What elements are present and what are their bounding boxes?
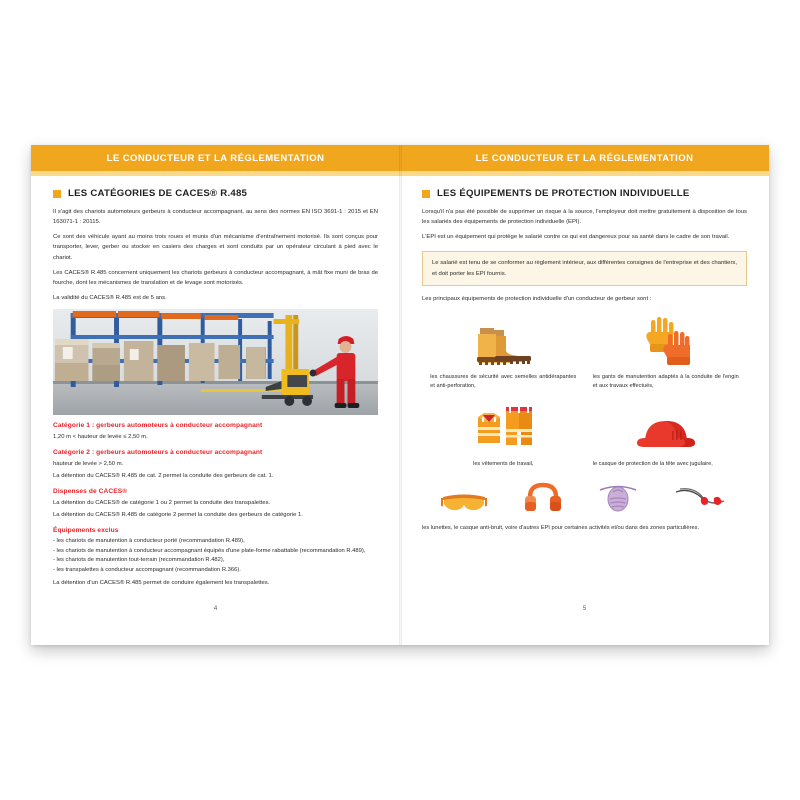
category-sections [53, 422, 378, 588]
page-number-left: 4 [213, 606, 218, 612]
paragraph-intro: Il s'agit des chariots automoteurs gerbeurs à conducteur accompagnant, au sens des normes EN ISO 3691-1 : 2015 et EN 163071-1 : 20115. [53, 209, 378, 226]
section-heading-label: LES ÉQUIPEMENTS DE PROTECTION INDIVIDUELLE [437, 188, 690, 199]
page-body-left [31, 176, 400, 628]
safety-glasses-icon [439, 490, 489, 517]
category-2-line-1: hauteur de levée > 2,50 m. [53, 461, 124, 468]
category-1-heading: Catégorie 1 : gerbeurs automoteurs à conducteur accompagnant [53, 422, 263, 430]
paragraph-scope: Les CACES® R.485 concernent uniquement les chariots gerbeurs à conducteur accompagnant, à mât fixe muni de bras de fourche, dont les mécanismes de translation et de levage sont motorisés. [53, 269, 378, 286]
category-1-line-1: 1,20 m < hauteur de levée ≤ 2,50 m. [53, 434, 148, 441]
category-2-line-2: La détention du CACES® R.485 de cat. 2 permet la conduite des gerbeurs de cat. 1. [53, 473, 274, 480]
epi-row-1 [422, 310, 747, 391]
orange-square-bullet-icon [53, 190, 61, 198]
callout-text: Le salarié est tenu de se conformer au règlement intérieur, aux différentes consignes de l'entreprise et des chantiers, et doit porter les EPI fournis. [432, 260, 737, 277]
epi-row-3-small-icons [422, 473, 747, 517]
paragraph-epi-definition: L'EPI est un équipement qui protège le salarié contre ce qui est dangereux pour sa santé dans le cadre de son travail. [422, 234, 730, 241]
page-header-title-left: LE CONDUCTEUR ET LA RÉGLEMENTATION [106, 152, 325, 164]
epi-lead-text: Les principaux équipements de protection individuelle d'un conducteur de gerbeur sont : [422, 295, 652, 302]
dispenses-line-1: La détention du CACES® de catégorie 1 ou 2 permet la conduite des transpalettes. [53, 500, 271, 507]
epi-item-helmet [585, 397, 748, 469]
epi-caption-helmet: le casque de protection de la tête avec jugulaire, [592, 460, 713, 467]
list-item: - les chariots de manutention à conducteur porté (recommandation R.489), [53, 538, 245, 545]
epi-item-boots [422, 310, 585, 391]
epi-caption-boots: les chaussures de sécurité avec semelles antidérapantes et anti-perforation, [430, 373, 577, 389]
dispenses-line-2: La détention du CACES® R.485 de catégorie 2 permet la conduite des gerbeurs de catégorie 1. [53, 512, 303, 519]
epi-row-2 [422, 397, 747, 469]
list-item: - les chariots de manutention à conducteur accompagnant équipés d'une plate-forme rabattable (recommandation R.489), [53, 547, 366, 554]
page-header-band-left [31, 145, 400, 171]
page-left [31, 145, 400, 645]
dust-mask-icon [597, 482, 639, 517]
ear-defenders-icon [524, 482, 562, 517]
callout-box [422, 251, 747, 285]
page-body-right [400, 176, 769, 628]
epi-caption-gloves: les gants de manutention adaptés à la conduite de l'engin et aux travaux effectués, [592, 373, 739, 389]
epi-caption-workwear: les vêtements de travail, [473, 460, 534, 467]
list-item: - les transpalettes à conducteur accompagnant (recommandation R.366). [53, 566, 241, 573]
book-spread [31, 145, 769, 645]
book-gutter [399, 145, 402, 645]
excluded-closing: La détention d'un CACES® R.485 permet de conduire également les transpalettes. [53, 579, 270, 586]
epi-final-caption: les lunettes, le casque anti-bruit, voire d'autres EPI pour certaines activités et/ou dans des zones particulières. [422, 524, 700, 531]
section-heading-label: LES CATÉGORIES DE CACES® R.485 [68, 188, 248, 199]
orange-square-bullet-icon [422, 190, 430, 198]
safety-boots-icon [470, 310, 536, 368]
category-2-heading: Catégorie 2 : gerbeurs automoteurs à conducteur accompagnant [53, 449, 263, 457]
hard-hat-icon [631, 397, 701, 455]
warehouse-photo [53, 309, 378, 415]
excluded-heading: Équipements exclus [53, 527, 119, 535]
section-heading-epi [422, 188, 747, 199]
excluded-list [53, 537, 378, 575]
work-gloves-icon [638, 310, 694, 368]
hi-vis-workwear-icon [468, 397, 538, 455]
dispenses-heading: Dispenses de CACES® [53, 488, 128, 496]
section-heading-categories [53, 188, 378, 199]
page-right [400, 145, 769, 645]
page-header-band-right [400, 145, 769, 171]
page-number-right: 5 [582, 606, 587, 612]
paragraph-definition: Ce sont des véhicule ayant au moins trois roues et munis d'un mécanisme d'entraînement motorisé. Ils sont conçus pour transporter, lever, gerber ou stocker en casiers des charges et sont conduits par un opérateur circulant à pied avec le chariot. [53, 234, 378, 261]
paragraph-epi-intro: Lorsqu'il n'a pas été possible de supprimer un risque à la source, l'employeur doit mettre gratuitement à disposition de tous les salariés des équipements de protection individuelle (EPI). [422, 209, 747, 226]
paragraph-validity: La validité du CACES® R.485 est de 5 ans. [53, 295, 167, 302]
list-item: - les chariots de manutention tout-terrain (recommandation R.482), [53, 557, 225, 564]
ear-plugs-icon [674, 486, 730, 517]
page-header-title-right: LE CONDUCTEUR ET LA RÉGLEMENTATION [475, 152, 694, 164]
epi-item-gloves [585, 310, 748, 391]
epi-item-workwear [422, 397, 585, 469]
